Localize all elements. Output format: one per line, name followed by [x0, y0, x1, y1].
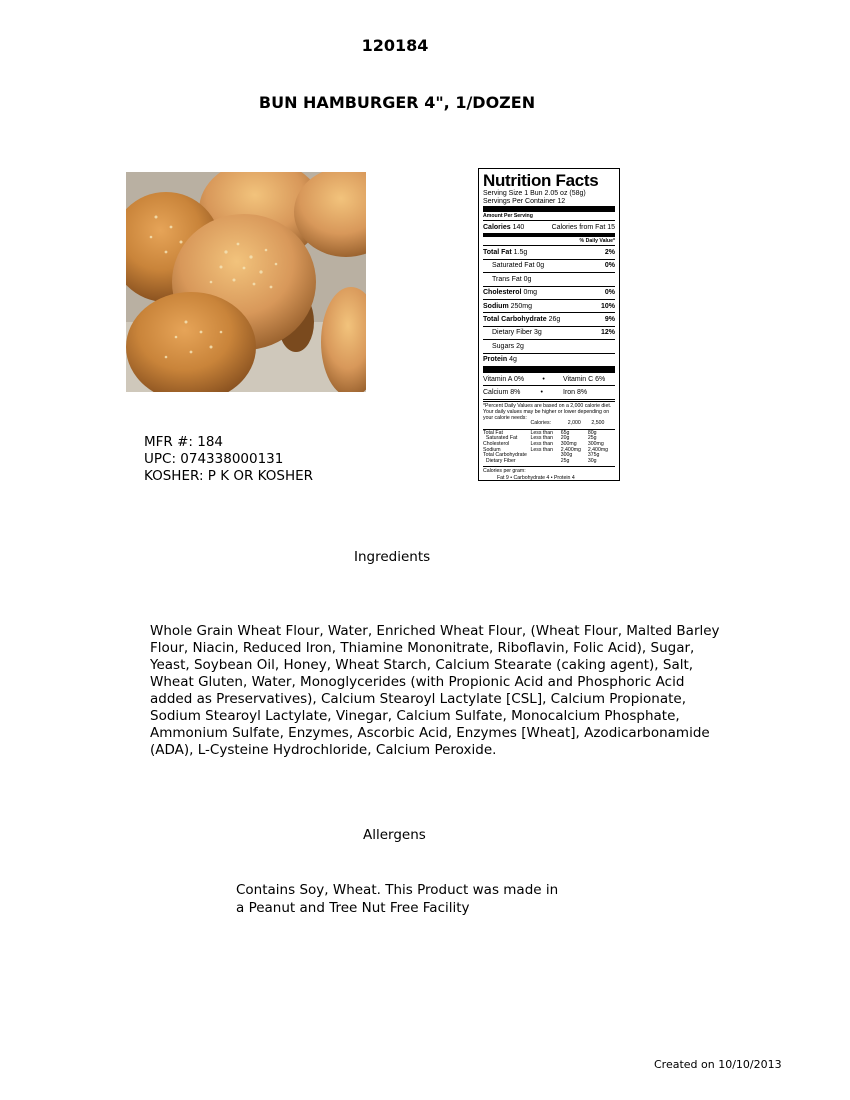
table-row — [483, 459, 615, 465]
table-cell: Cholesterol — [483, 441, 510, 448]
nutrient-amount: 1.5g — [511, 249, 528, 257]
table-cell: Less than — [530, 441, 554, 448]
calcium: Calcium 8% — [483, 388, 521, 396]
daily-value-footnote: *Percent Daily Values are based on a 2,000 calorie diet. Your daily values may be higher or lower depending on your calorie needs: — [483, 402, 612, 422]
nutrient-daily-value: 0% — [604, 289, 615, 297]
kosher-status: KOSHER: P K OR KOSHER — [144, 468, 314, 484]
allergens-heading: Allergens — [363, 827, 426, 843]
upc-code: UPC: 074338000131 — [144, 451, 284, 467]
nutrient-row — [483, 340, 615, 353]
nutrient-label: Sodium — [483, 302, 509, 310]
table-cell: 25g — [587, 435, 597, 442]
table-cell: 2,400mg — [560, 446, 581, 453]
nutrient-amount: 250mg — [508, 302, 533, 310]
daily-values-table-body — [483, 431, 615, 465]
nutrient-amount: 3g — [532, 329, 542, 337]
ingredients-text: Whole Grain Wheat Flour, Water, Enriched Wheat Flour, (Wheat Flour, Malted Barley Flour, Niacin, Reduced Iron, Thiamine Mononitrate, Riboflavin, Folic Acid), Sugar, Yeast, Soybean Oil, Honey, Wheat Starch, Calcium Stearate (caking agent), Salt, Wheat Gluten, Water, Monoglycerides (with Propionic Acid and Phosphoric Acid added as Preservatives), Calcium Stearoyl Lactylate [CSL], Calcium Propionate, Sodium Stearoyl Lactylate, Vinegar, Calcium Sulfate, Monocalcium Phosphate, Ammonium Sulfate, Enzymes, Ascorbic Acid, Enzymes [Wheat], Azodicarbonamide (ADA), L-Cysteine Hydrochloride, Calcium Peroxide. — [150, 623, 720, 758]
nutrient-label: Saturated Fat — [492, 262, 535, 270]
created-on-date: Created on 10/10/2013 — [654, 1058, 782, 1071]
table-header-cell: 2,000 — [567, 420, 581, 427]
table-header-cell: 2,500 — [591, 420, 605, 427]
nutrient-amount: 26g — [546, 316, 561, 324]
nutrient-row — [483, 273, 615, 286]
calories-per-gram: Calories per gram: — [483, 468, 526, 475]
nutrient-name-amount — [492, 262, 544, 269]
calories-label: Calories — [483, 223, 511, 231]
nutrient-row — [483, 246, 615, 259]
nutrient-name-amount — [483, 316, 560, 323]
minerals-row — [483, 386, 615, 399]
table-cell: 20g — [560, 435, 570, 442]
nutrient-amount: 0mg — [521, 289, 538, 297]
iron: Iron 8% — [563, 388, 588, 396]
table-cell: 2,400mg — [587, 446, 609, 453]
nutrient-label: Protein — [483, 356, 508, 364]
servings-per-container: Servings Per Container 12 — [483, 198, 566, 205]
allergens-line: a Peanut and Tree Nut Free Facility — [236, 900, 470, 916]
nutrient-row — [483, 287, 615, 300]
table-cell: 300g — [560, 452, 573, 459]
thin-divider — [483, 401, 615, 402]
nutrient-row — [483, 313, 615, 326]
per-gram-values: Fat 9 • Carbohydrate 4 • Protein 4 — [497, 474, 575, 481]
table-cell: Less than — [530, 429, 554, 436]
vitamin-c: Vitamin C 6% — [562, 375, 606, 383]
product-photo — [126, 172, 366, 392]
product-codes — [144, 434, 313, 485]
allergens-line: Contains Soy, Wheat. This Product was made in — [236, 882, 559, 898]
nutrient-daily-value: 10% — [600, 302, 615, 310]
nutrient-name-amount — [492, 343, 524, 350]
nutrient-row — [483, 300, 615, 313]
nutrient-row — [483, 260, 615, 273]
table-cell: Less than — [530, 435, 554, 442]
calories-from-fat: Calories from Fat 15 — [551, 223, 615, 231]
table-cell: Sodium — [483, 446, 501, 453]
table-cell: 25g — [560, 457, 570, 464]
nutrient-label: Dietary Fiber — [492, 329, 533, 337]
calories-row — [483, 221, 615, 234]
nutrient-amount: 0g — [521, 275, 532, 283]
table-cell: 30g — [587, 457, 597, 464]
daily-value-header: % Daily Value* — [483, 237, 615, 246]
table-cell: 375g — [587, 452, 600, 459]
nutrient-name-amount — [483, 249, 527, 256]
table-cell — [531, 459, 561, 465]
table-cell: 80g — [587, 429, 597, 436]
table-header-cell: Calories: — [530, 420, 551, 427]
nutrient-row — [483, 327, 615, 340]
calories-value: 140 — [512, 223, 525, 231]
allergens-text — [236, 881, 596, 917]
nutrient-name-amount — [483, 303, 532, 310]
nutrient-label: Trans Fat — [492, 275, 522, 283]
nutrient-name-amount — [483, 356, 517, 363]
nutrient-daily-value: 2% — [604, 249, 615, 257]
table-cell: 65g — [560, 429, 570, 436]
serving-size: Serving Size 1 Bun 2.05 oz (58g) — [483, 190, 586, 197]
bullet: • — [540, 388, 543, 396]
table-cell: 300mg — [587, 441, 604, 448]
nutrient-label: Sugars — [492, 342, 515, 350]
nutrition-title: Nutrition Facts — [483, 171, 599, 190]
nutrient-amount: 4g — [507, 356, 517, 364]
bullet: • — [542, 375, 545, 383]
nutrient-label: Total Fat — [483, 249, 512, 257]
nutrient-rows — [483, 246, 615, 367]
nutrient-name-amount — [492, 276, 531, 283]
ingredients-heading: Ingredients — [354, 549, 431, 565]
nutrient-daily-value: 0% — [604, 262, 615, 270]
amount-per-serving: Amount Per Serving — [483, 212, 615, 221]
nutrient-name-amount — [492, 329, 542, 336]
vitamin-a: Vitamin A 0% — [483, 375, 525, 383]
table-cell: Total Carbohydrate — [483, 452, 527, 459]
table-cell: Saturated Fat — [483, 435, 518, 442]
table-cell: Total Fat — [483, 429, 503, 436]
product-title: BUN HAMBURGER 4", 1/DOZEN — [258, 93, 536, 112]
nutrient-daily-value: 12% — [600, 329, 615, 337]
nutrient-name-amount — [483, 289, 537, 296]
nutrient-row — [483, 354, 615, 367]
nutrient-label: Cholesterol — [483, 289, 522, 297]
table-cell: Less than — [530, 446, 554, 453]
nutrient-amount: 2g — [514, 342, 524, 350]
table-cell: Dietary Fiber — [483, 457, 516, 464]
nutrient-daily-value: 9% — [604, 316, 615, 324]
nutrient-label: Total Carbohydrate — [483, 316, 547, 324]
mfr-number: MFR #: 184 — [144, 434, 224, 450]
table-divider — [483, 465, 615, 467]
vitamins-row — [483, 373, 615, 386]
table-cell: 300mg — [560, 441, 577, 448]
nutrient-amount: 0g — [534, 262, 545, 270]
nutrition-facts-label — [478, 168, 620, 481]
item-number: 120184 — [361, 36, 429, 55]
